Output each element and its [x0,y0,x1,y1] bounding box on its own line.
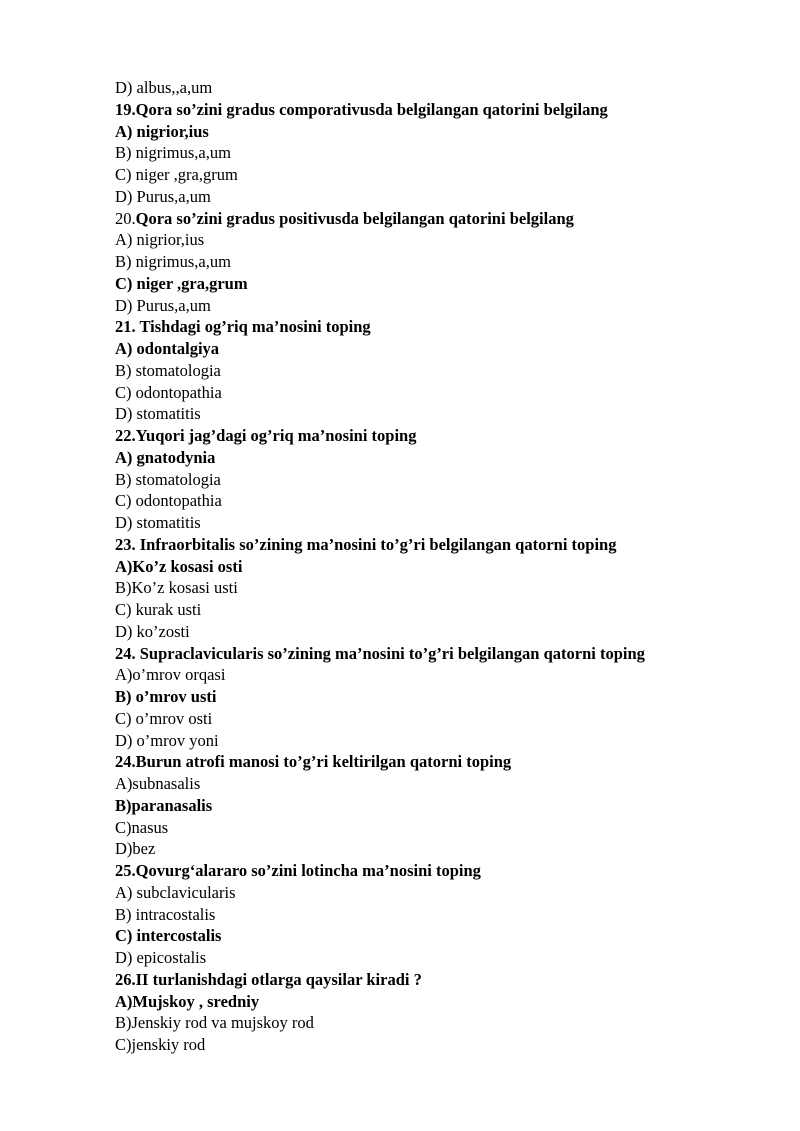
text-line [115,425,755,447]
line-text: B) nigrimus,a,um [115,252,231,271]
text-line [115,730,755,752]
text-line [115,490,755,512]
text-line [115,469,755,491]
line-text: B)Ko’z kosasi usti [115,578,238,598]
text-line [115,534,755,556]
line-text: D) epicostalis [115,948,207,967]
text-line [115,686,755,708]
line-text: A)o’mrov orqasi [115,665,226,685]
line-text: 26.II turlanishdagi otlarga qaysilar kiradi ? [115,969,422,989]
text-line [115,121,755,143]
text-line [115,751,755,773]
line-text: 24. Supraclavicularis so’zining ma’nosini to’g’ri belgilangan qatorni toping [115,643,645,663]
text-line [115,838,755,860]
line-text: D) Purus,a,um [115,295,211,315]
text-line [115,1034,755,1056]
line-text-continuation: Qora so’zini gradus positivusda belgilangan qatorini belgilang [135,208,574,228]
line-text: C) odontopathia [115,491,222,511]
line-text: B) stomatologia [115,469,221,489]
text-line [115,556,755,578]
text-line [115,991,755,1013]
text-line [115,969,755,991]
line-text: A) odontalgiya [115,339,220,358]
line-text: C) kurak usti [115,600,202,619]
line-text: A)subnasalis [115,774,201,793]
line-text: A) nigrior,ius [115,121,209,141]
text-line [115,512,755,534]
line-text: A) nigrior,ius [115,230,205,250]
text-line [115,904,755,926]
text-line [115,882,755,904]
text-line [115,773,755,795]
text-line [115,1012,755,1034]
line-text: D)bez [115,839,156,859]
text-line [115,643,755,665]
text-line [115,664,755,686]
line-text: D) albus,,a,um [115,78,213,97]
text-line [115,621,755,643]
line-text: A)Mujskoy , sredniy [115,991,260,1011]
text-line [115,295,755,317]
text-line [115,817,755,839]
line-text: C)jenskiy rod [115,1035,206,1054]
line-text: C) niger ,gra,grum [115,165,238,184]
text-line [115,382,755,404]
line-text: D) ko’zosti [115,621,190,641]
line-text: A) gnatodynia [115,447,216,467]
text-line [115,164,755,186]
text-line [115,316,755,338]
line-text: C) o’mrov osti [115,708,213,728]
document-page [115,77,755,1056]
line-text: B) stomatologia [115,360,221,380]
line-text: B) nigrimus,a,um [115,143,231,163]
line-text: 25.Qovurg‘alararo so’zini lotincha ma’nosini toping [115,861,481,880]
text-line [115,142,755,164]
text-line [115,577,755,599]
text-line [115,403,755,425]
text-line [115,860,755,882]
text-line [115,77,755,99]
line-text: D) Purus,a,um [115,186,211,206]
line-text: B) o’mrov usti [115,687,217,706]
text-line [115,947,755,969]
text-line [115,925,755,947]
text-line [115,599,755,621]
line-text: 22.Yuqori jag’dagi og’riq ma’nosini toping [115,426,417,445]
line-text: D) stomatitis [115,404,201,424]
line-text: D) stomatitis [115,513,201,532]
line-text: C)nasus [115,817,169,837]
text-line [115,795,755,817]
line-text: 23. Infraorbitalis so’zining ma’nosini to’g’ri belgilangan qatorni toping [115,534,617,554]
line-text: 19.Qora so’zini gradus comporativusda belgilangan qatorini belgilang [115,99,608,119]
line-text: A)Ko’z kosasi osti [115,556,243,576]
line-text: 21. Tishdagi og’riq ma’nosini toping [115,317,371,337]
text-line [115,273,755,295]
text-line [115,208,755,230]
text-line [115,708,755,730]
text-line [115,338,755,360]
line-text: A) subclavicularis [115,882,236,902]
text-line [115,229,755,251]
text-line [115,360,755,382]
line-text: D) o’mrov yoni [115,730,219,750]
line-text: B)Jenskiy rod va mujskoy rod [115,1013,314,1033]
text-line [115,251,755,273]
line-text: 24.Burun atrofi manosi to’g’ri keltirilgan qatorni toping [115,752,512,772]
line-text: 20. [115,208,136,228]
text-line [115,186,755,208]
line-text: C) niger ,gra,grum [115,273,248,293]
line-text: B)paranasalis [115,795,213,815]
line-text: C) odontopathia [115,382,222,402]
line-text: B) intracostalis [115,904,216,924]
text-line [115,99,755,121]
text-line [115,447,755,469]
line-text: C) intercostalis [115,926,222,946]
